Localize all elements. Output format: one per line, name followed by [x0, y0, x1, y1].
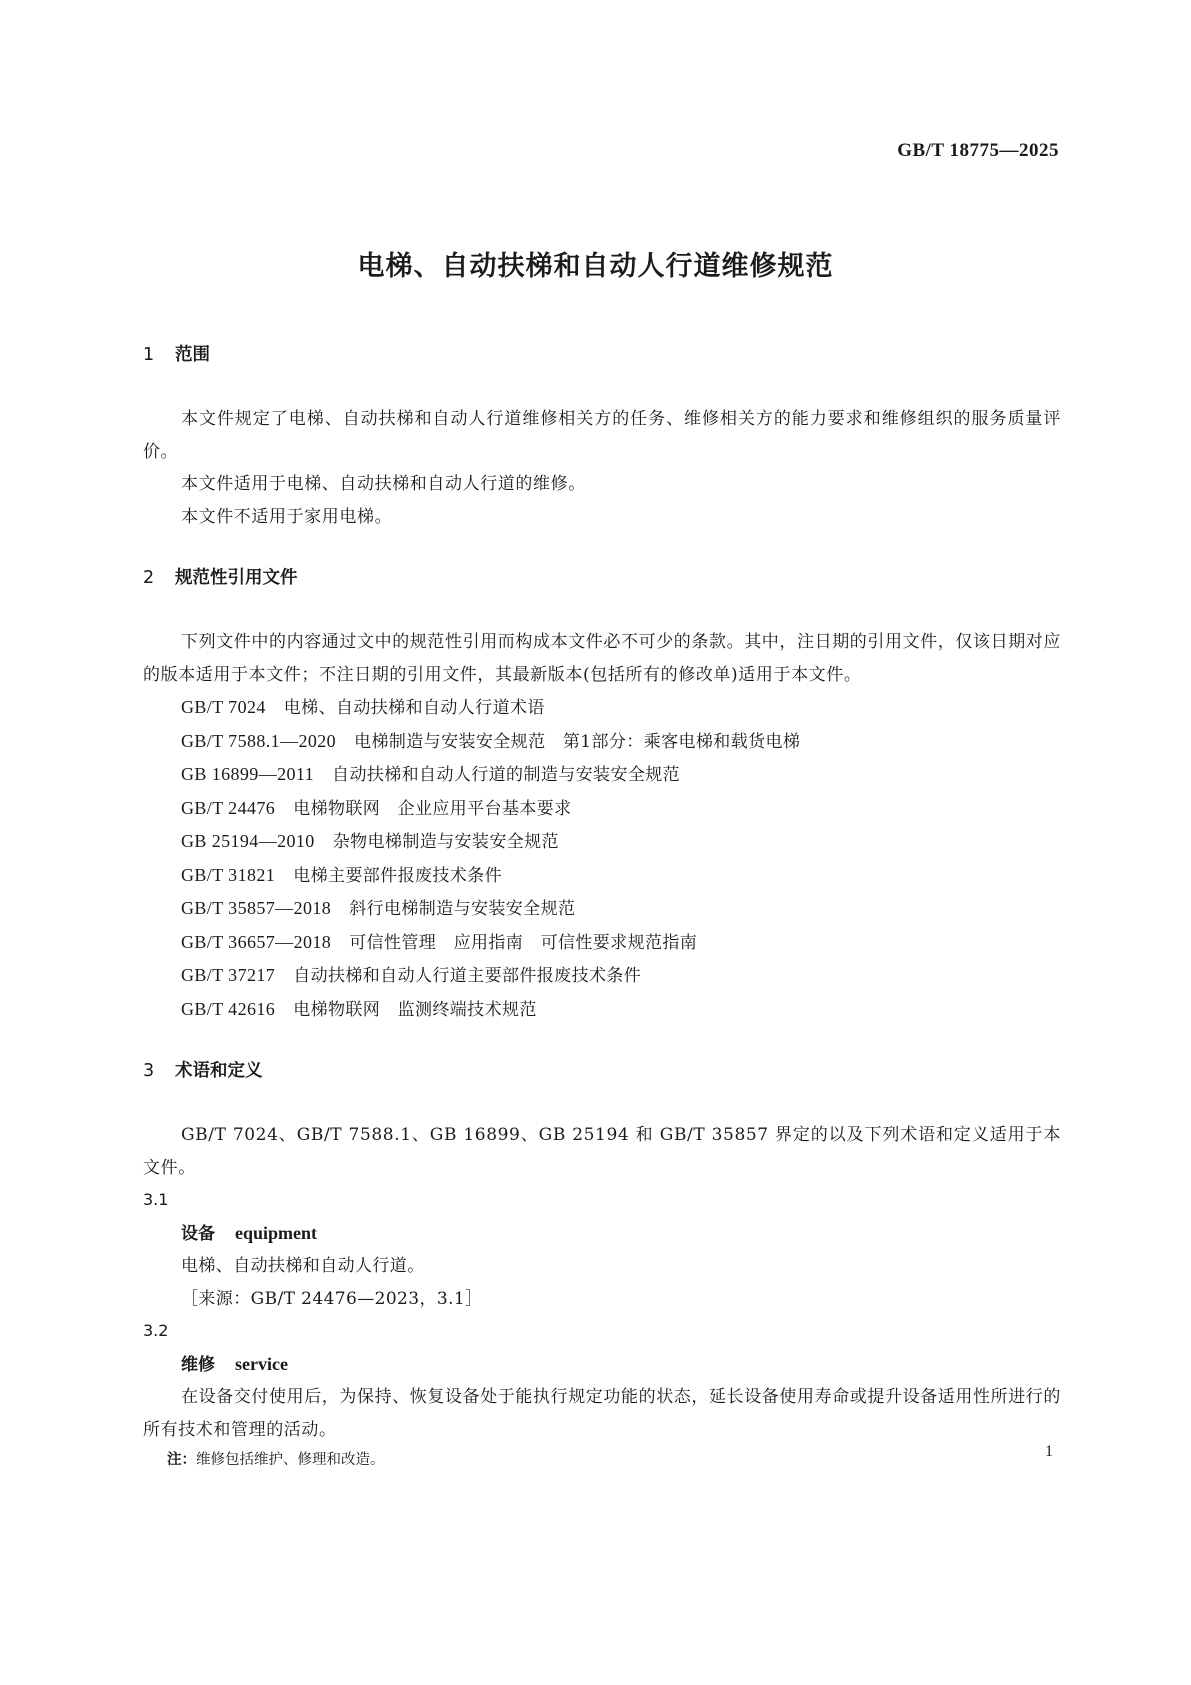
- reference-item: [143, 725, 1061, 759]
- section-number: 3: [143, 1061, 155, 1081]
- reference-title: 可信性管理 应用指南 可信性要求规范指南: [349, 932, 698, 953]
- note-text: 维修包括维护、修理和改造。: [196, 1452, 385, 1468]
- reference-title: 自动扶梯和自动人行道的制造与安装安全规范: [332, 765, 681, 785]
- section-title: 范围: [175, 345, 210, 365]
- reference-code: GB/T 36657—2018: [181, 931, 332, 952]
- reference-code: GB/T 37217: [181, 965, 276, 985]
- reference-code: GB/T 31821: [181, 864, 276, 885]
- term-number: 3.2: [143, 1321, 169, 1340]
- section-title: 规范性引用文件: [175, 568, 298, 588]
- scope-paragraph: 本文件规定了电梯、自动扶梯和自动人行道维修相关方的任务、维修相关方的能力要求和维修组织的服务质量评价。: [143, 409, 1061, 462]
- note-label: 注：: [167, 1452, 196, 1468]
- references-intro: 下列文件中的内容通过文中的规范性引用而构成本文件必不可少的条款。其中，注日期的引用文件，仅该日期对应的版本适用于本文件；不注日期的引用文件，其最新版本(包括所有的修改单)适用于本文件。: [143, 632, 1061, 685]
- term-number: 3.1: [143, 1190, 169, 1209]
- reference-code: GB/T 42616: [181, 998, 276, 1019]
- reference-item: [143, 758, 1061, 792]
- reference-title: 斜行电梯制造与安装安全规范: [349, 899, 576, 919]
- reference-item: [143, 792, 1061, 826]
- scope-paragraph: 本文件适用于电梯、自动扶梯和自动人行道的维修。: [181, 474, 586, 494]
- reference-title: 电梯物联网 监测终端技术规范: [293, 999, 537, 1020]
- term-name: [143, 1348, 1061, 1382]
- reference-title: 电梯物联网 企业应用平台基本要求: [293, 798, 572, 819]
- term-name-en: equipment: [235, 1222, 318, 1243]
- document-body: [143, 340, 1061, 1474]
- term-name: [143, 1217, 1061, 1251]
- reference-item: [143, 691, 1061, 725]
- term-name-zh: 维修: [181, 1354, 215, 1375]
- reference-title: 杂物电梯制造与安装安全规范: [332, 832, 559, 852]
- reference-item: [143, 926, 1061, 960]
- section-2-heading: [143, 563, 1061, 593]
- reference-code: GB/T 7588.1—2020: [181, 730, 337, 751]
- reference-item: [143, 993, 1061, 1027]
- reference-item: [143, 892, 1061, 926]
- section-3-heading: [143, 1056, 1061, 1086]
- reference-title: 电梯主要部件报废技术条件: [293, 865, 502, 886]
- section-number: 1: [143, 345, 155, 365]
- term-name-zh: 设备: [181, 1223, 215, 1244]
- term-definition: 在设备交付使用后，为保持、恢复设备处于能执行规定功能的状态，延长设备使用寿命或提升设备适用性所进行的所有技术和管理的活动。: [143, 1387, 1061, 1440]
- reference-code: GB 16899—2011: [181, 764, 315, 784]
- reference-item: [143, 959, 1061, 993]
- reference-code: GB/T 7024: [181, 697, 266, 717]
- reference-item: [143, 859, 1061, 893]
- term-note: [143, 1446, 1061, 1474]
- reference-code: GB 25194—2010: [181, 831, 315, 851]
- reference-code: GB/T 24476: [181, 797, 276, 818]
- reference-title: 电梯制造与安装安全规范 第1部分：乘客电梯和载货电梯: [354, 731, 801, 752]
- section-title: 术语和定义: [175, 1061, 263, 1081]
- reference-title: 自动扶梯和自动人行道主要部件报废技术条件: [293, 966, 642, 986]
- term-source: ［来源：GB/T 24476—2023，3.1］: [181, 1288, 483, 1309]
- section-number: 2: [143, 568, 155, 588]
- document-title: 电梯、自动扶梯和自动人行道维修规范: [357, 251, 834, 282]
- terms-intro: GB/T 7024、GB/T 7588.1、GB 16899、GB 25194 和 GB/T 35857 界定的以及下列术语和定义适用于本文件。: [143, 1125, 1061, 1178]
- section-1-heading: [143, 340, 1061, 370]
- page-number: 1: [1045, 1443, 1053, 1460]
- scope-paragraph: 本文件不适用于家用电梯。: [181, 506, 393, 527]
- term-definition: 电梯、自动扶梯和自动人行道。: [181, 1256, 425, 1276]
- reference-title: 电梯、自动扶梯和自动人行道术语: [283, 698, 545, 718]
- reference-code: GB/T 35857—2018: [181, 898, 332, 918]
- standard-code: GB/T 18775—2025: [897, 140, 1059, 161]
- reference-item: [143, 825, 1061, 859]
- term-name-en: service: [235, 1353, 288, 1374]
